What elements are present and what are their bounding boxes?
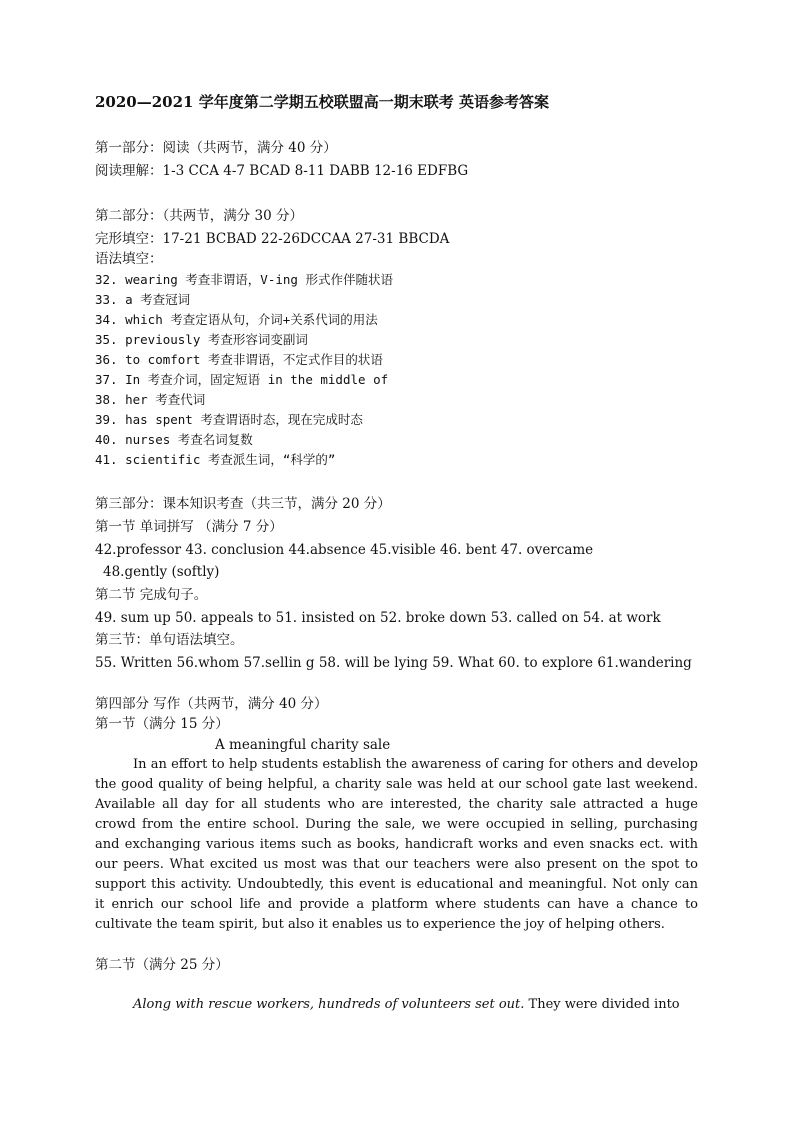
- reading-answers: 阅读理解：1-3 CCA 4-7 BCAD 8-11 DABB 12-16 EDFBG: [95, 163, 469, 179]
- part2-heading: 第二部分：（共两节，满分 30 分）: [95, 208, 304, 224]
- grammar-heading: 语法填空：: [95, 251, 163, 267]
- grammar-item-36: 36. to comfort 考查非谓语，不定式作目的状语: [95, 352, 383, 367]
- grammar-item-37: 37. In 考查介词，固定短语 in the middle of: [95, 372, 389, 387]
- grammar-item-35: 35. previously 考查形容词变副词: [95, 332, 308, 347]
- section1-heading: 第一节 单词拼写 （满分 7 分）: [95, 519, 283, 535]
- continuation-paragraph: [95, 995, 698, 1015]
- part3-heading: 第三部分：课本知识考查（共三节，满分 20 分）: [95, 496, 391, 512]
- spelling-answers-line2: 48.gently (softly): [103, 564, 220, 580]
- continuation-italic-start: Along with rescue workers, hundreds of volunteers set out.: [133, 997, 525, 1012]
- continuation-rest: They were divided into: [524, 997, 680, 1012]
- page-title: 2020—2021 学年度第二学期五校联盟高一期末联考 英语参考答案: [95, 93, 549, 111]
- sentence-completion-answers: 49. sum up 50. appeals to 51. insisted on 52. broke down 53. called on 54. at work: [95, 610, 661, 626]
- grammar-item-39: 39. has spent 考查谓语时态，现在完成时态: [95, 412, 363, 427]
- grammar-item-41: 41. scientific 考查派生词，“科学的”: [95, 452, 336, 467]
- grammar-item-38: 38. her 考查代词: [95, 392, 206, 407]
- grammar-item-34: 34. which 考查定语从句，介词+关系代词的用法: [95, 312, 378, 327]
- section2-heading: 第二节 完成句子。: [95, 587, 208, 603]
- writing-section1-heading: 第一节（满分 15 分）: [95, 716, 229, 732]
- spelling-answers-line1: 42.professor 43. conclusion 44.absence 45.visible 46. bent 47. overcame: [95, 542, 594, 558]
- essay-paragraph: In an effort to help students establish the awareness of caring for others and develop the good quality of being helpful, a charity sale was held at our school gate last weekend. Available all day for all students who are interested, the charity sale attracted a huge crowd from the entire school. During the sale, we were occupied in selling, purchasing and exchanging various items such as books, handicraft works and even snacks ect. with our peers. What excited us most was that our teachers were also present on the spot to support this activity. Undoubtedly, this event is educational and meaningful. Not only can it enrich our school life and provide a platform where students can have a chance to cultivate the team spirit, but also it enables us to experience the joy of helping others.: [95, 757, 698, 932]
- grammar-item-40: 40. nurses 考查名词复数: [95, 432, 253, 447]
- part1-heading: 第一部分：阅读（共两节，满分 40 分）: [95, 140, 337, 156]
- part4-heading: 第四部分 写作（共两节，满分 40 分）: [95, 696, 328, 712]
- writing-section2-heading: 第二节（满分 25 分）: [95, 957, 229, 973]
- grammar-item-33: 33. a 考查冠词: [95, 292, 191, 307]
- single-sentence-grammar-answers: 55. Written 56.whom 57.sellin g 58. will be lying 59. What 60. to explore 61.wandering: [95, 655, 692, 671]
- cloze-answers: 完形填空：17-21 BCBAD 22-26DCCAA 27-31 BBCDA: [95, 231, 450, 247]
- essay-title: A meaningful charity sale: [215, 737, 391, 753]
- grammar-item-32: 32. wearing 考查非谓语，V-ing 形式作伴随状语: [95, 272, 393, 287]
- essay-body: [95, 755, 698, 935]
- section3-heading: 第三节：单句语法填空。: [95, 632, 244, 648]
